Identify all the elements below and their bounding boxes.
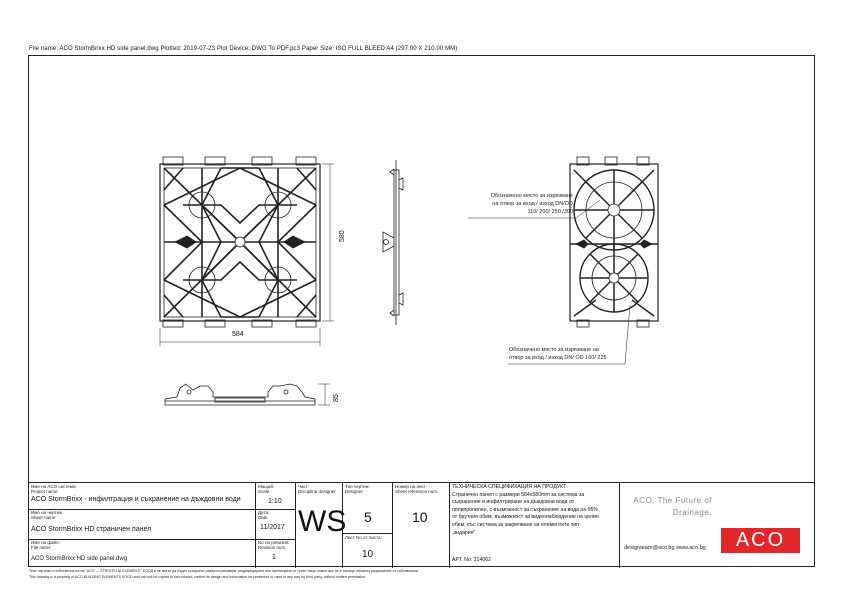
plot-header: File name: ACO StormBrixx HD side panel.dwg Plotted: 2019-07-23 Plot Device: DWG To PDF.pc3 Paper Size: ISO FULL BLEED A4 (297.00 X 210.00 MM)	[29, 46, 458, 52]
scale-label: Мащаб: Scale	[258, 484, 275, 494]
front-view	[160, 157, 334, 346]
sheet-number-label: Номер на лист: Sheet reference num.	[395, 484, 439, 494]
plan-view	[165, 384, 330, 405]
dimension-width: 584	[232, 331, 244, 338]
drawing-type-value: 5	[364, 509, 372, 525]
sheet-count-value: 10	[362, 549, 374, 560]
sheet-name-value: ACO StormBrixx HD страничен панел	[31, 526, 152, 533]
dimension-depth: 85	[333, 394, 340, 402]
knockout-note-top: Обозначено място за изрязване на отвор за вход / изход DN/OD 110/ 200/ 250 /300	[490, 193, 573, 215]
aco-tagline: ACO. The Future of Drainage.	[633, 496, 712, 517]
discipline-label: Част: Discipline designer	[298, 484, 336, 494]
project-label: Име на ACO система: Project name	[31, 484, 77, 494]
knockout-note-bottom: Обозначено място за изрязване на отвор за вход / изход DN/ OD 160/ 225	[509, 347, 607, 361]
dimension-height: 580	[339, 230, 346, 242]
sheet-number-value: 10	[412, 509, 428, 525]
date-label: Дата: Date	[258, 510, 270, 520]
file-name-label: Име на файл: File name	[31, 540, 60, 550]
discipline-value: WS	[298, 505, 347, 538]
article-number: АРТ. No: 314062	[452, 557, 491, 563]
date-value: 11/2017	[260, 524, 285, 531]
revision-label: No на ревизия: Revision num.	[258, 540, 290, 550]
copyright-bg: Тези чертежи и собствеността на "ACO — STROITELNI ELEMENTI" ЕООД и не могат да бъдат копирани, разпространявани, модифицирани или преписвани от трети лица, освен ако не е налице писмено разрешение от собственика.	[29, 569, 419, 573]
project-value: ACO StormBrixx - инфилтрация и съхранение на дъждовни води	[31, 496, 241, 503]
copyright-en: This drawing is a property of ACO BUILDING ELEMENTS EOOD and can not be copied or reproduced, neither its design and information be presented or used in any way by third party, without written permission.	[29, 575, 367, 579]
product-specification: ТЕХНИЧЕСКА СПЕЦИФИКАЦИЯ НА ПРОДУКТ: Страничен панел с размери 584х580mm за система за съхранение и инфилтриране на дъждовни води от полипропилен, с възможност за съхранение на вода на 95% от брутния обем, възможност за видеонаблюдение на целия обем, със система за закрепване на елементите тип „зидария".	[452, 484, 599, 536]
drawing-type-label: Тип чертеж: Designer	[345, 484, 370, 494]
sheet-count-label: Лист No от листа:	[345, 535, 382, 540]
side-view	[383, 160, 403, 325]
right-view	[468, 157, 658, 364]
contact-info: designteam@aco.bg www.aco.bg	[624, 545, 706, 551]
file-name-value: ACO StormBrixx HD side panel.dwg	[31, 556, 128, 562]
sheet-name-label: Име на чертеж: Sheet name	[31, 510, 64, 520]
revision-value: 1	[272, 554, 276, 561]
scale-value: 1:10	[268, 498, 282, 505]
aco-logo: ACO	[721, 528, 800, 553]
